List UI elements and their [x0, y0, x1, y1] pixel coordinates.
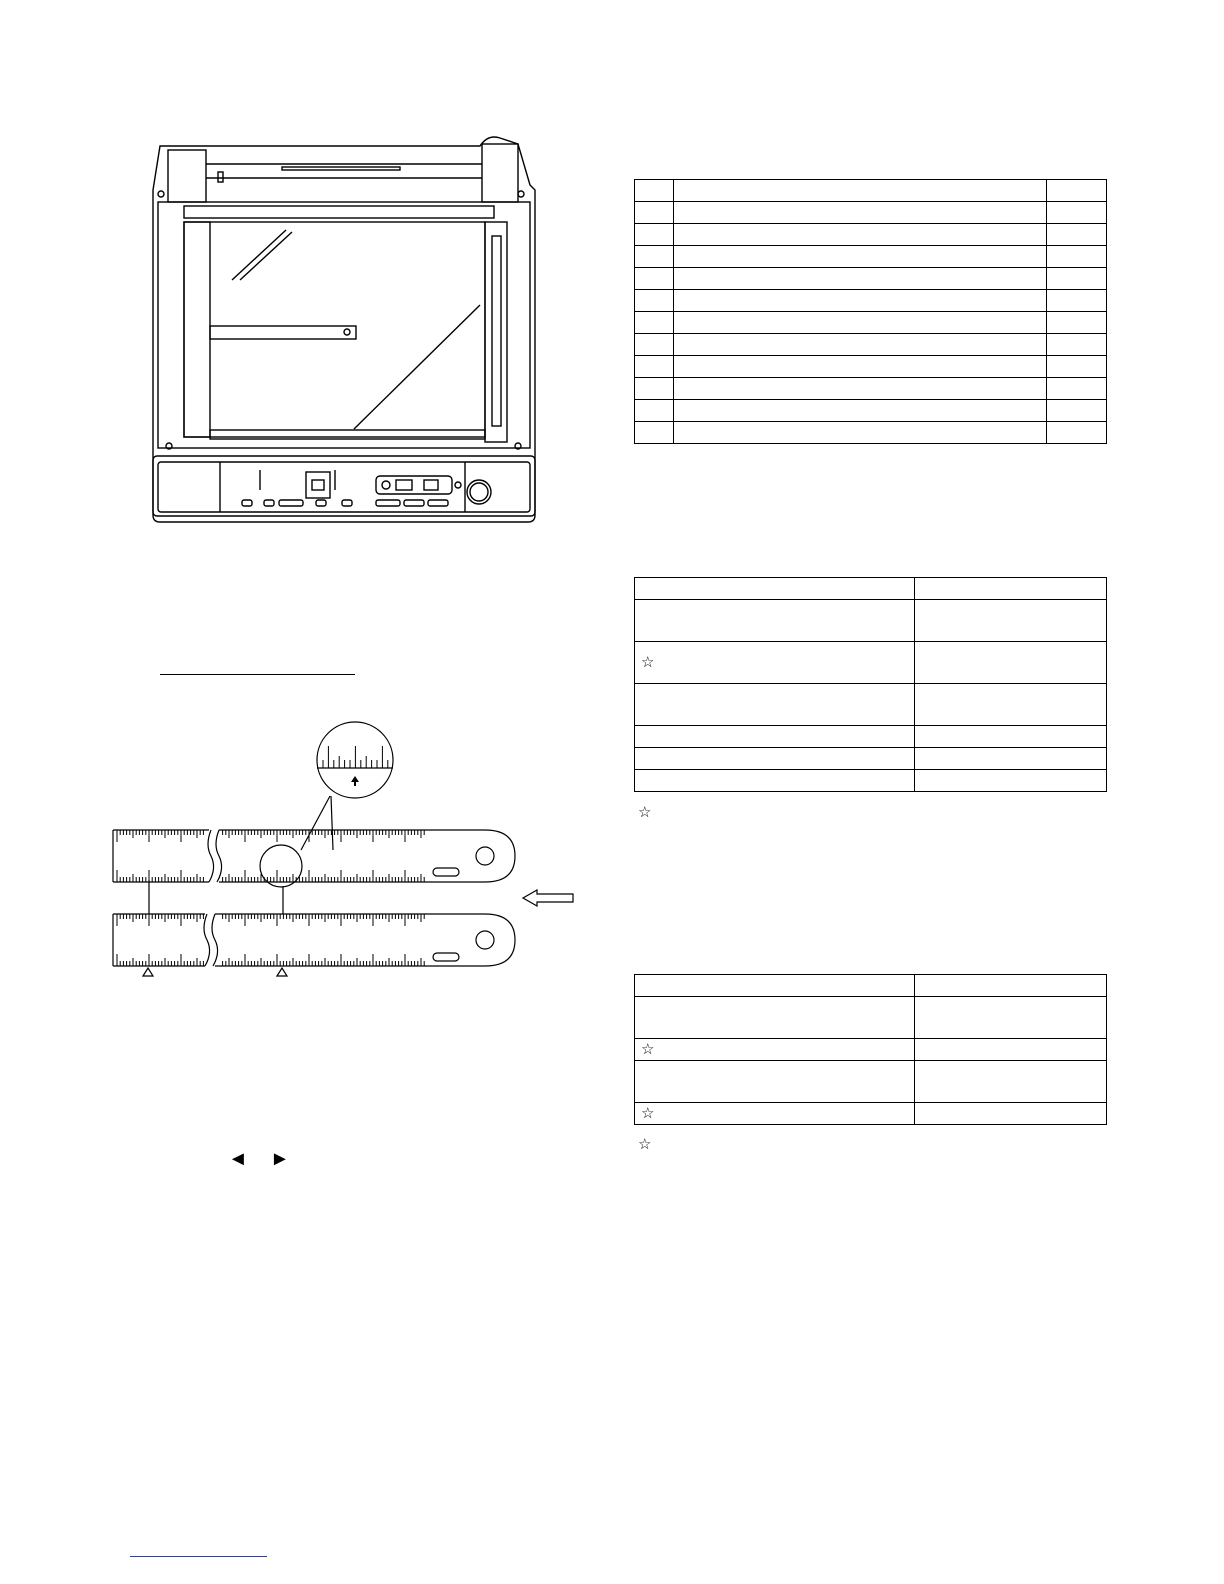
table-cell — [674, 224, 1047, 246]
table-row — [635, 684, 1107, 726]
table-row — [635, 578, 1107, 600]
table-row — [635, 770, 1107, 792]
table-row — [635, 378, 1107, 400]
setting-value-cell — [915, 600, 1107, 642]
table-cell — [674, 268, 1047, 290]
table-cell — [674, 312, 1047, 334]
table-cell — [1047, 378, 1107, 400]
table-cell — [674, 422, 1047, 444]
section-heading-underline — [160, 674, 355, 675]
table-row — [635, 334, 1107, 356]
numbered-table — [634, 179, 1107, 444]
table-row — [635, 246, 1107, 268]
setting-name-cell — [635, 1103, 915, 1125]
table-cell — [635, 202, 674, 224]
table-row — [635, 356, 1107, 378]
setting-value-cell — [915, 684, 1107, 726]
setting-value-cell — [915, 642, 1107, 684]
setting-value-cell — [915, 1061, 1107, 1103]
setting-value-cell — [915, 578, 1107, 600]
table-cell — [1047, 400, 1107, 422]
star-icon: ☆ — [641, 1105, 655, 1122]
setting-value-cell — [915, 1103, 1107, 1125]
setting-value-cell — [915, 975, 1107, 997]
table-cell — [1047, 422, 1107, 444]
table-cell — [674, 202, 1047, 224]
table-cell — [1047, 246, 1107, 268]
table-row — [635, 600, 1107, 642]
setting-value-cell — [915, 726, 1107, 748]
table-cell — [1047, 312, 1107, 334]
setting-name-cell — [635, 997, 915, 1039]
table-row — [635, 975, 1107, 997]
setting-value-cell — [915, 997, 1107, 1039]
table-cell — [1047, 334, 1107, 356]
table-cell — [674, 400, 1047, 422]
star-icon: ☆ — [641, 654, 655, 671]
table-row — [635, 1039, 1107, 1061]
table-cell — [635, 400, 674, 422]
table-row — [635, 180, 1107, 202]
table-cell — [635, 180, 674, 202]
setting-name-cell — [635, 748, 915, 770]
table-row — [635, 642, 1107, 684]
left-key-icon: ◄ — [228, 1148, 248, 1170]
table-cell — [1047, 224, 1107, 246]
setting-name-cell — [635, 770, 915, 792]
table-row — [635, 224, 1107, 246]
table-cell — [674, 334, 1047, 356]
ruler-alignment-illustration — [105, 710, 580, 980]
setting-value-cell — [915, 748, 1107, 770]
settings-table-2 — [634, 974, 1107, 1125]
table-row — [635, 726, 1107, 748]
table-row — [635, 268, 1107, 290]
table-cell — [635, 378, 674, 400]
setting-name-cell — [635, 684, 915, 726]
table-row — [635, 290, 1107, 312]
copier-top-view-illustration — [140, 130, 550, 530]
table-row — [635, 312, 1107, 334]
table-cell — [635, 356, 674, 378]
setting-name-cell — [635, 642, 915, 684]
table-cell — [1047, 180, 1107, 202]
table-cell — [635, 246, 674, 268]
table-row — [635, 1061, 1107, 1103]
star-icon: ☆ — [641, 1041, 655, 1058]
settings-table-1 — [634, 577, 1107, 792]
table-cell — [635, 422, 674, 444]
table-cell — [674, 378, 1047, 400]
table-row — [635, 400, 1107, 422]
table-cell — [635, 290, 674, 312]
table-cell — [635, 334, 674, 356]
setting-name-cell — [635, 726, 915, 748]
star-footnote-icon: ☆ — [638, 1136, 652, 1153]
table-cell — [1047, 202, 1107, 224]
setting-name-cell — [635, 600, 915, 642]
setting-name-cell — [635, 578, 915, 600]
table-row — [635, 422, 1107, 444]
table-cell — [1047, 356, 1107, 378]
table-cell — [635, 224, 674, 246]
setting-value-cell — [915, 770, 1107, 792]
footer-link-underline[interactable] — [130, 1556, 267, 1557]
table-cell — [635, 312, 674, 334]
table-row — [635, 202, 1107, 224]
setting-value-cell — [915, 1039, 1107, 1061]
setting-name-cell — [635, 975, 915, 997]
table-row — [635, 1103, 1107, 1125]
table-cell — [674, 290, 1047, 312]
star-footnote-icon: ☆ — [638, 804, 652, 821]
right-key-icon: ► — [270, 1148, 290, 1170]
table-row — [635, 997, 1107, 1039]
setting-name-cell — [635, 1061, 915, 1103]
setting-name-cell — [635, 1039, 915, 1061]
table-cell — [674, 180, 1047, 202]
table-cell — [674, 356, 1047, 378]
table-cell — [1047, 290, 1107, 312]
table-row — [635, 748, 1107, 770]
table-cell — [635, 268, 674, 290]
table-cell — [674, 246, 1047, 268]
table-cell — [1047, 268, 1107, 290]
